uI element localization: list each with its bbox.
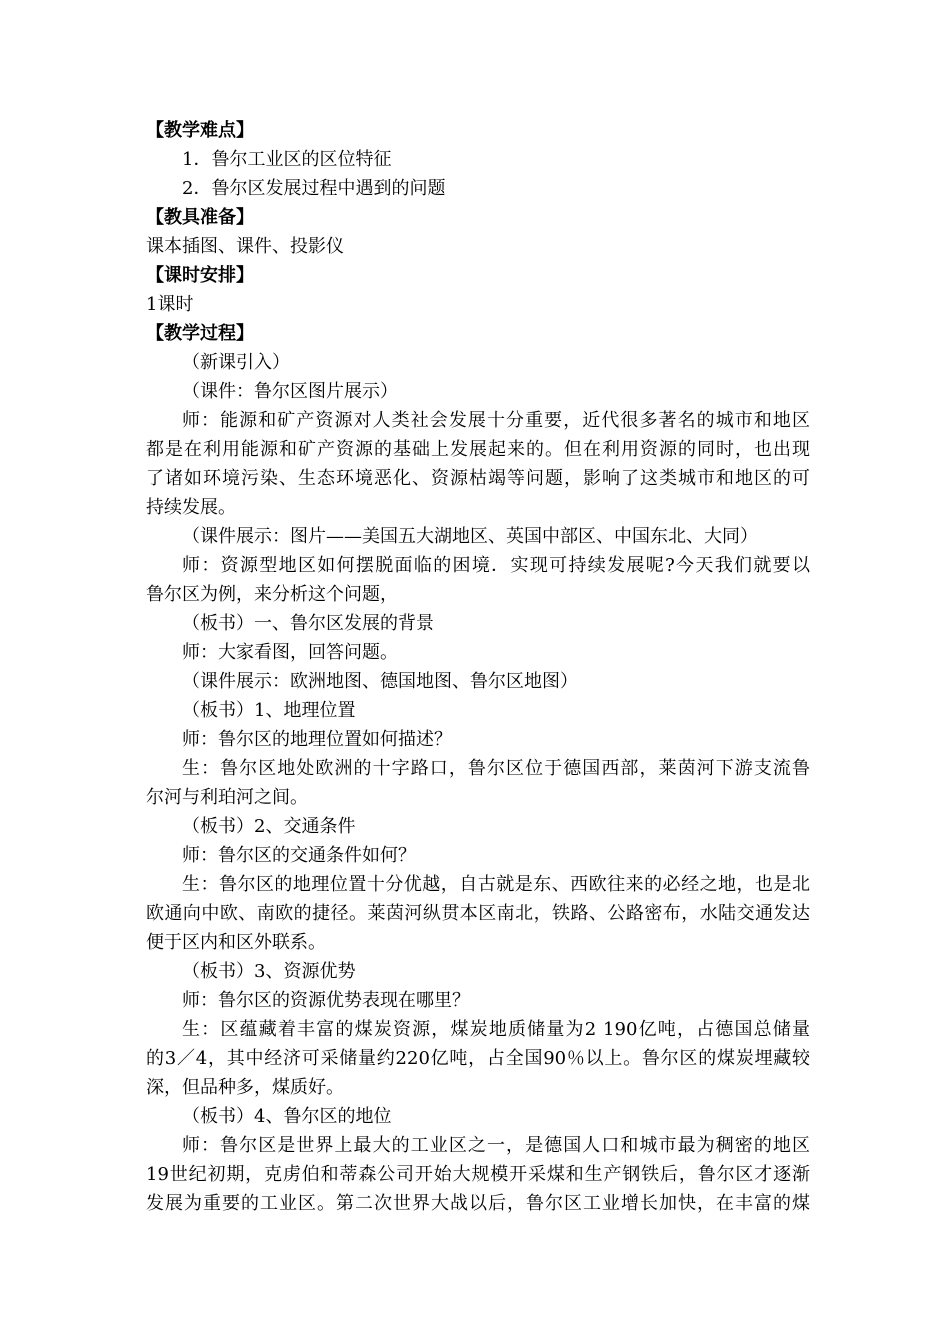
paragraph-line: 师：资源型地区如何摆脱面临的困境．实现可持续发展呢?今天我们就要以	[182, 555, 810, 576]
paragraph-line: 课本插图、课件、投影仪	[146, 236, 344, 257]
heading-teaching-aids: 【教具准备】	[146, 207, 254, 228]
paragraph-line: 的3／4，其中经济可采储量约220亿吨，占全国90％以上。鲁尔区的煤炭埋藏较	[146, 1048, 810, 1069]
paragraph-line: （课件展示：欧洲地图、德国地图、鲁尔区地图）	[182, 671, 578, 692]
paragraph-line: 19世纪初期，克虏伯和蒂森公司开始大规模开采煤和生产钢铁后，鲁尔区才逐渐	[146, 1164, 810, 1185]
paragraph-line: 欧通向中欧、南欧的捷径。莱茵河纵贯本区南北，铁路、公路密布，水陆交通发达	[146, 903, 810, 924]
paragraph-line: 都是在利用能源和矿产资源的基础上发展起来的。但在利用资源的同时，也出现	[146, 439, 810, 460]
paragraph-line: 生：鲁尔区的地理位置十分优越，自古就是东、西欧往来的必经之地，也是北	[182, 874, 810, 895]
paragraph-line: （板书）1、地理位置	[182, 700, 356, 721]
paragraph-line: 师：鲁尔区的交通条件如何？	[182, 845, 416, 866]
paragraph-line: 便于区内和区外联系。	[146, 932, 326, 953]
paragraph-line: （课件展示：图片——美国五大湖地区、英国中部区、中国东北、大同）	[182, 526, 758, 547]
paragraph-line: 1课时	[146, 294, 194, 315]
paragraph-line: （板书）3、资源优势	[182, 961, 356, 982]
heading-teaching-difficulties: 【教学难点】	[146, 120, 254, 141]
list-item: 2．鲁尔区发展过程中遇到的问题	[182, 178, 446, 199]
paragraph-line: 持续发展。	[146, 497, 236, 518]
paragraph-line: 深，但品种多，煤质好。	[146, 1077, 344, 1098]
paragraph-line: （课件：鲁尔区图片展示）	[182, 381, 398, 402]
paragraph-line: 尔河与利珀河之间。	[146, 787, 308, 808]
heading-class-hours: 【课时安排】	[146, 265, 254, 286]
paragraph-line: （板书）一、鲁尔区发展的背景	[182, 613, 434, 634]
heading-teaching-process: 【教学过程】	[146, 323, 254, 344]
paragraph-line: （板书）4、鲁尔区的地位	[182, 1106, 392, 1127]
paragraph-line: 生：区蕴藏着丰富的煤炭资源，煤炭地质储量为2 190亿吨，占德国总储量	[182, 1019, 810, 1040]
paragraph-line: 发展为重要的工业区。第二次世界大战以后，鲁尔区工业增长加快，在丰富的煤	[146, 1193, 810, 1214]
paragraph-line: 师：鲁尔区是世界上最大的工业区之一，是德国人口和城市最为稠密的地区	[182, 1135, 810, 1156]
paragraph-line: 生：鲁尔区地处欧洲的十字路口，鲁尔区位于德国西部，莱茵河下游支流鲁	[182, 758, 810, 779]
paragraph-line: 师：鲁尔区的地理位置如何描述？	[182, 729, 452, 750]
paragraph-line: 师：能源和矿产资源对人类社会发展十分重要，近代很多著名的城市和地区	[182, 410, 810, 431]
paragraph-line: 师：鲁尔区的资源优势表现在哪里？	[182, 990, 470, 1011]
paragraph-line: 师：大家看图，回答问题。	[182, 642, 398, 663]
list-item: 1．鲁尔工业区的区位特征	[182, 149, 392, 170]
paragraph-line: 了诸如环境污染、生态环境恶化、资源枯竭等问题，影响了这类城市和地区的可	[146, 468, 810, 489]
paragraph-line: （新课引入）	[182, 352, 290, 373]
paragraph-line: 鲁尔区为例，来分析这个问题，	[146, 584, 398, 605]
paragraph-line: （板书）2、交通条件	[182, 816, 356, 837]
